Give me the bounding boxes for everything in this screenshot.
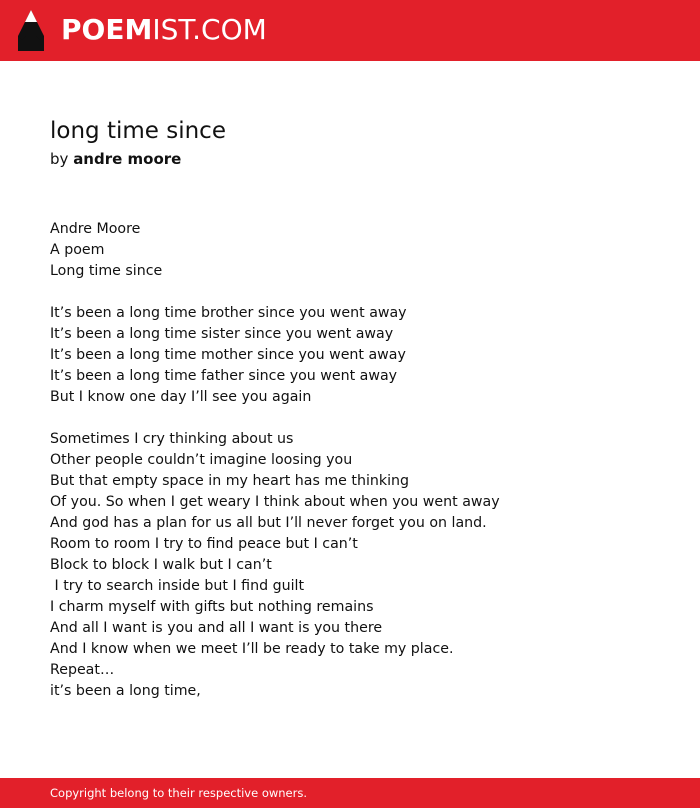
poem-line: But that empty space in my heart has me thinking [50, 473, 410, 489]
poem-line: Room to room I try to find peace but I can’t [50, 536, 358, 552]
poem-line: I try to search inside but I find guilt [50, 578, 305, 594]
poem-line: And I know when we meet I’ll be ready to take my place. [50, 641, 454, 657]
site-header [0, 0, 700, 61]
poem-line: Repeat… [50, 662, 115, 678]
byline [50, 149, 181, 169]
byline-prefix: by [50, 150, 69, 168]
author-name: andre moore [73, 150, 182, 168]
site-logo[interactable] [61, 13, 267, 47]
poem-line: Long time since [50, 263, 163, 279]
poem-line: It’s been a long time father since you went away [50, 368, 398, 384]
stanza-gap [50, 282, 670, 303]
logo-light-text: IST.COM [152, 13, 267, 46]
poem-line: Sometimes I cry thinking about us [50, 431, 294, 447]
logo-bold-text: POEM [61, 13, 153, 46]
poem-body [50, 219, 670, 702]
copyright-text: Copyright belong to their respective owners. [50, 786, 308, 800]
poem-line: Andre Moore [50, 221, 141, 237]
poem-line: A poem [50, 242, 105, 258]
poem-line: Block to block I walk but I can’t [50, 557, 272, 573]
poem-line: Other people couldn’t imagine loosing you [50, 452, 353, 468]
site-footer [0, 778, 700, 808]
poem-line: It’s been a long time sister since you went away [50, 326, 394, 342]
poem-line: It’s been a long time mother since you went away [50, 347, 406, 363]
poem-line: Of you. So when I get weary I think about when you went away [50, 494, 500, 510]
poem-line: I charm myself with gifts but nothing remains [50, 599, 374, 615]
poem-line: But I know one day I’ll see you again [50, 389, 312, 405]
poem-title: long time since [50, 118, 226, 144]
stanza-gap [50, 408, 670, 429]
poem-line: And all I want is you and all I want is you there [50, 620, 383, 636]
poem-line: It’s been a long time brother since you went away [50, 305, 407, 321]
pencil-tip-icon[interactable] [18, 10, 44, 51]
poem-line: And god has a plan for us all but I’ll never forget you on land. [50, 515, 487, 531]
poem-line: it’s been a long time, [50, 683, 201, 699]
